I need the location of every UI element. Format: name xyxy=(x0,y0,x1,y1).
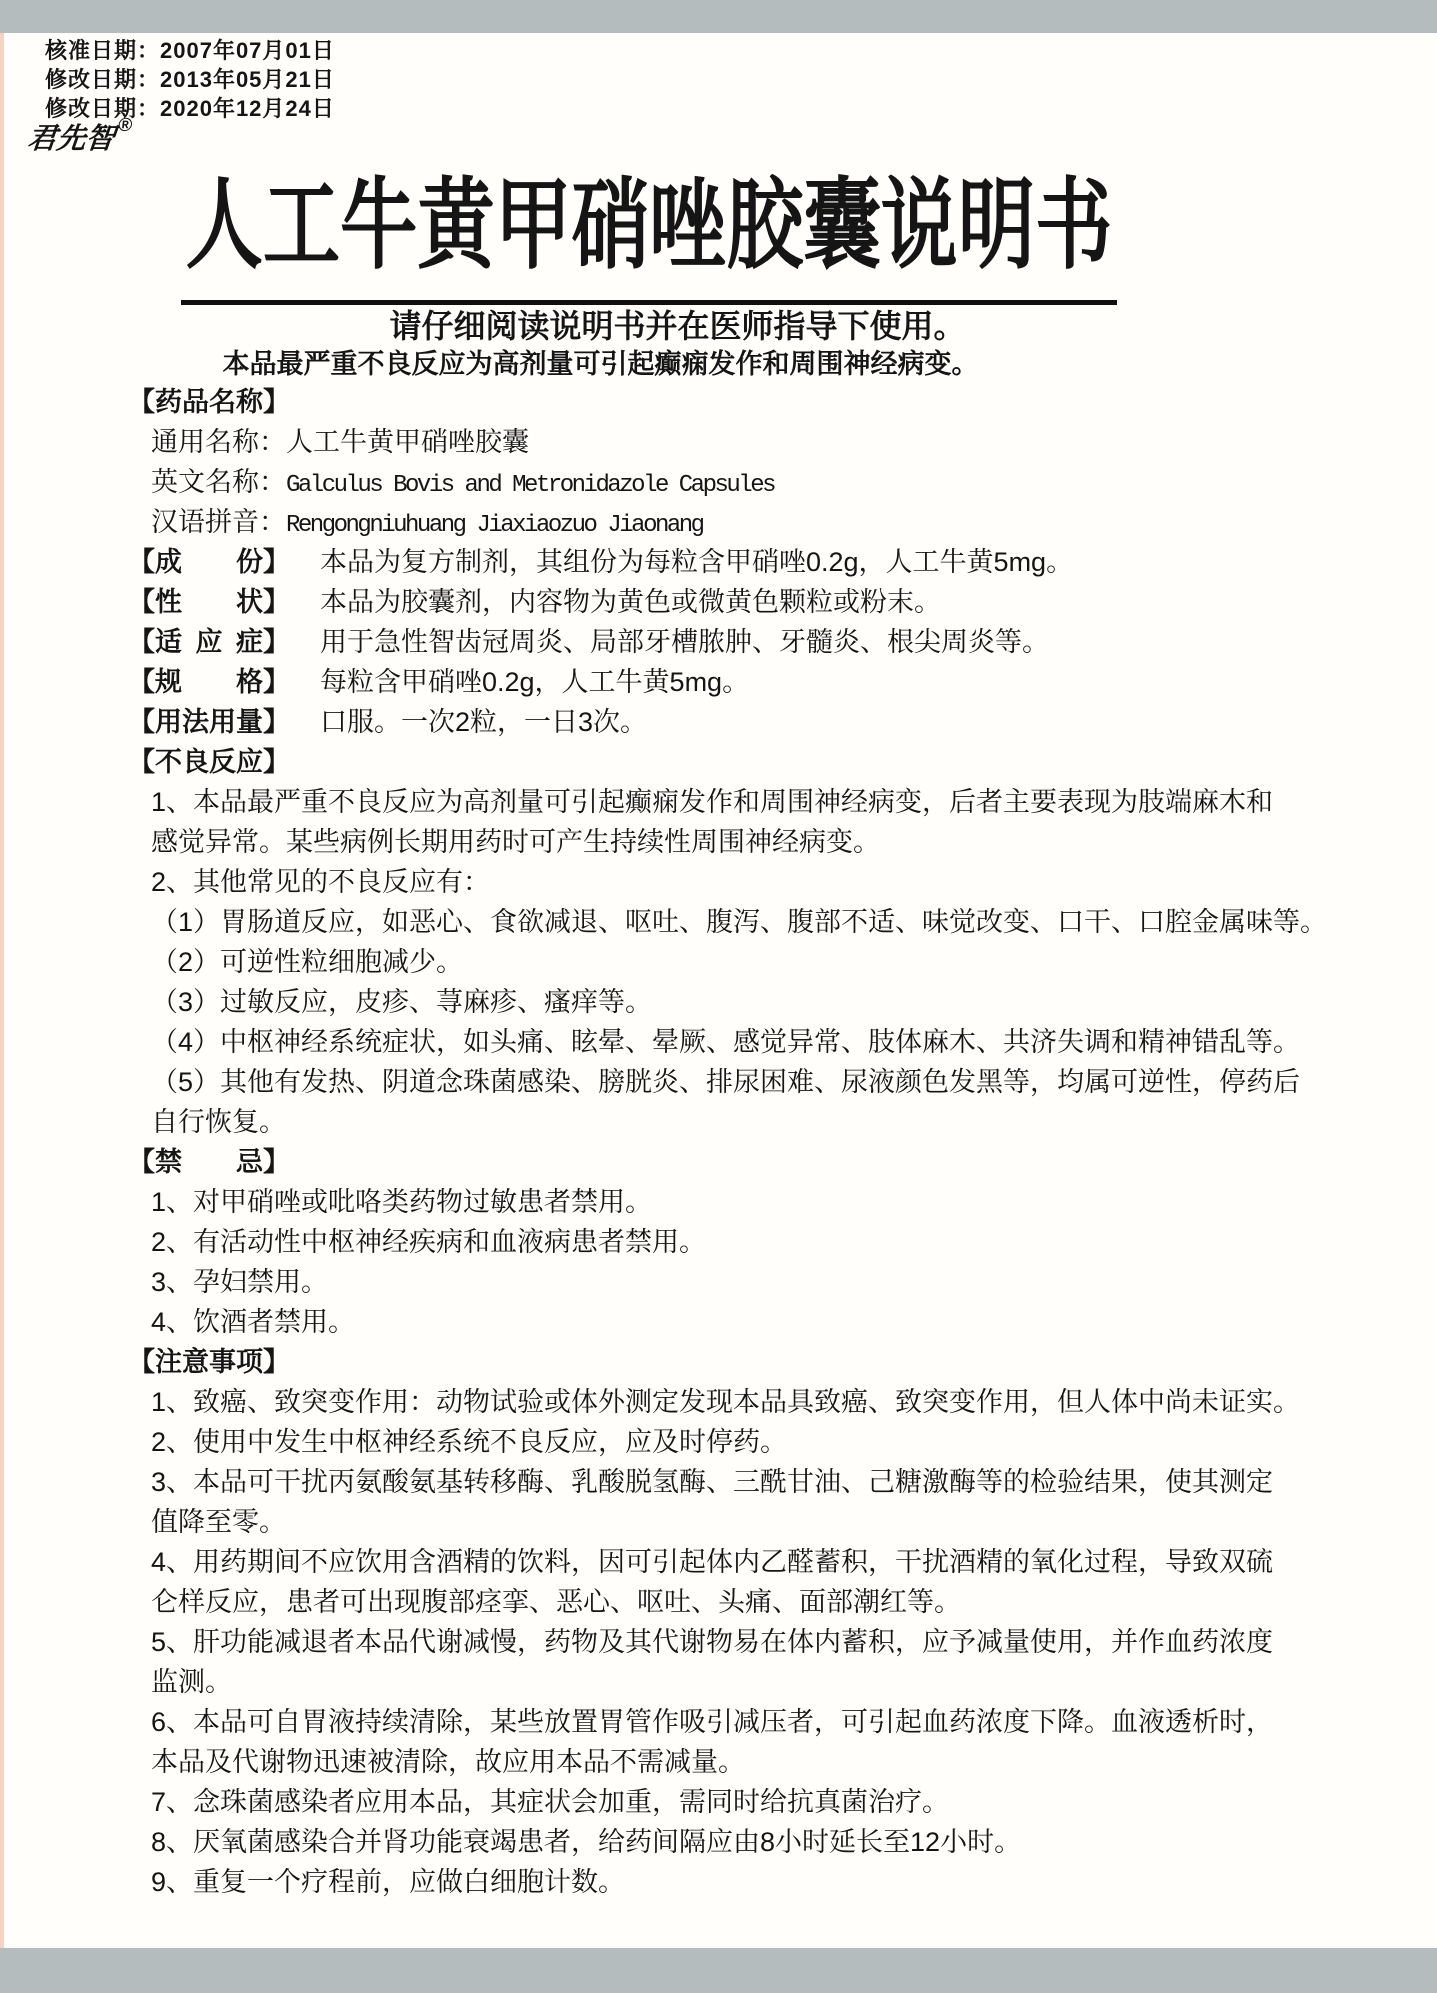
section-heading: 【药品名称】 xyxy=(128,387,290,417)
body-line: 自行恢复。 xyxy=(151,1107,286,1137)
body-line: 1、对甲硝唑或吡咯类药物过敏患者禁用。 xyxy=(151,1187,653,1217)
body-line: 仑样反应，患者可出现腹部痉挛、恶心、呕吐、头痛、面部潮红等。 xyxy=(151,1587,961,1617)
field-label: 【用法用量】 xyxy=(128,707,290,737)
field-value: 每粒含甲硝唑0.2g，人工牛黄5mg。 xyxy=(320,667,750,697)
body-line: 1、本品最严重不良反应为高剂量可引起癫痫发作和周围神经病变，后者主要表现为肢端麻木和 xyxy=(151,787,1274,817)
field-value: 本品为胶囊剂，内容物为黄色或微黄色颗粒或粉末。 xyxy=(320,587,941,617)
body-line xyxy=(128,622,1347,662)
body-line: 本品及代谢物迅速被清除，故应用本品不需减量。 xyxy=(151,1747,745,1777)
field-value: 用于急性智齿冠周炎、局部牙槽脓肿、牙髓炎、根尖周炎等。 xyxy=(320,627,1049,657)
body-line: 3、孕妇禁用。 xyxy=(151,1267,329,1297)
body-line xyxy=(128,542,1347,582)
section-heading: 【禁 忌】 xyxy=(128,1147,290,1177)
body-line: 监测。 xyxy=(151,1667,232,1697)
title-row xyxy=(0,158,1437,305)
top-gray-bar xyxy=(0,0,1437,33)
body-line xyxy=(128,702,1347,742)
body-line: （4）中枢神经系统症状，如头痛、眩晕、晕厥、感觉异常、肢体麻木、共济失调和精神错乱等。 xyxy=(151,1027,1301,1057)
section-heading: 【不良反应】 xyxy=(128,747,290,777)
body-line: 2、其他常见的不良反应有： xyxy=(151,867,491,897)
field-label: 【适 应 症】 xyxy=(128,627,290,657)
body-line: 值降至零。 xyxy=(151,1507,286,1537)
field-value: 口服。一次2粒，一日3次。 xyxy=(320,707,648,737)
body-line: 2、有活动性中枢神经疾病和血液病患者禁用。 xyxy=(151,1227,707,1257)
body-line: 3、本品可干扰丙氨酸氨基转移酶、乳酸脱氢酶、三酰甘油、己糖激酶等的检验结果，使其测定 xyxy=(151,1467,1274,1497)
read-instructions-notice: 请仔细阅读说明书并在医师指导下使用。 xyxy=(389,308,966,344)
section-heading: 【注意事项】 xyxy=(128,1347,290,1377)
body-line: （5）其他有发热、阴道念珠菌感染、膀胱炎、排尿困难、尿液颜色发黑等，均属可逆性，停药后 xyxy=(151,1067,1301,1097)
field-label: 【规 格】 xyxy=(128,667,290,697)
approval-dates xyxy=(45,36,335,123)
body-line: 8、厌氧菌感染合并肾功能衰竭患者，给药间隔应由8小时延长至12小时。 xyxy=(151,1827,1022,1857)
body-line: （2）可逆性粒细胞减少。 xyxy=(151,947,464,977)
latin-text: Galculus Bovis and Metronidazole Capsules xyxy=(286,472,774,499)
body-line: （1）胃肠道反应，如恶心、食欲减退、呕吐、腹泻、腹部不适、味觉改变、口干、口腔金属味等。 xyxy=(151,907,1328,937)
body-line: 2、使用中发生中枢神经系统不良反应，应及时停药。 xyxy=(151,1427,788,1457)
brand-logo xyxy=(26,116,133,157)
body-line: （3）过敏反应，皮疹、荨麻疹、瘙痒等。 xyxy=(151,987,653,1017)
page-title: 人工牛黄甲硝唑胶囊说明书 xyxy=(181,158,1117,305)
registered-trademark-icon: ® xyxy=(117,115,134,137)
body-line: 4、饮酒者禁用。 xyxy=(151,1307,356,1337)
body-line: 通用名称：人工牛黄甲硝唑胶囊 xyxy=(151,427,529,457)
body-line: 9、重复一个疗程前，应做白细胞计数。 xyxy=(151,1867,626,1897)
field-label: 【成 份】 xyxy=(128,547,290,577)
approval-date-line: 核准日期：2007年07月01日 xyxy=(45,38,335,63)
document-body xyxy=(128,382,1347,1902)
body-line xyxy=(128,582,1347,622)
brand-name: 君先智 xyxy=(26,123,117,155)
body-line: 感觉异常。某些病例长期用药时可产生持续性周围神经病变。 xyxy=(151,827,880,857)
field-value: 本品为复方制剂，其组份为每粒含甲硝唑0.2g，人工牛黄5mg。 xyxy=(320,547,1074,577)
body-line: 1、致癌、致突变作用：动物试验或体外测定发现本品具致癌、致突变作用，但人体中尚未证实。 xyxy=(151,1387,1301,1417)
serious-reaction-warning: 本品最严重不良反应为高剂量可引起癫痫发作和周围神经病变。 xyxy=(222,349,979,379)
body-line: 汉语拼音：Rengongniuhuang Jiaxiaozuo Jiaonang xyxy=(151,507,703,539)
body-line: 5、肝功能减退者本品代谢减慢，药物及其代谢物易在体内蓄积，应予减量使用，并作血药浓度 xyxy=(151,1627,1274,1657)
field-label: 【性 状】 xyxy=(128,587,290,617)
body-line: 6、本品可自胃液持续清除，某些放置胃管作吸引减压者，可引起血药浓度下降。血液透析时， xyxy=(151,1707,1274,1737)
bottom-gray-bar xyxy=(0,1948,1437,1993)
revision-date-line-1: 修改日期：2013年05月21日 xyxy=(45,67,335,92)
body-line: 7、念珠菌感染者应用本品，其症状会加重，需同时给抗真菌治疗。 xyxy=(151,1787,950,1817)
body-line: 4、用药期间不应饮用含酒精的饮料，因可引起体内乙醛蓄积，干扰酒精的氧化过程，导致双硫 xyxy=(151,1547,1274,1577)
body-line: 英文名称：Galculus Bovis and Metronidazole Capsules xyxy=(151,467,774,499)
revision-date-line-2: 修改日期：2020年12月24日 xyxy=(45,96,335,121)
body-line xyxy=(128,662,1347,702)
latin-text: Rengongniuhuang Jiaxiaozuo Jiaonang xyxy=(286,512,703,539)
